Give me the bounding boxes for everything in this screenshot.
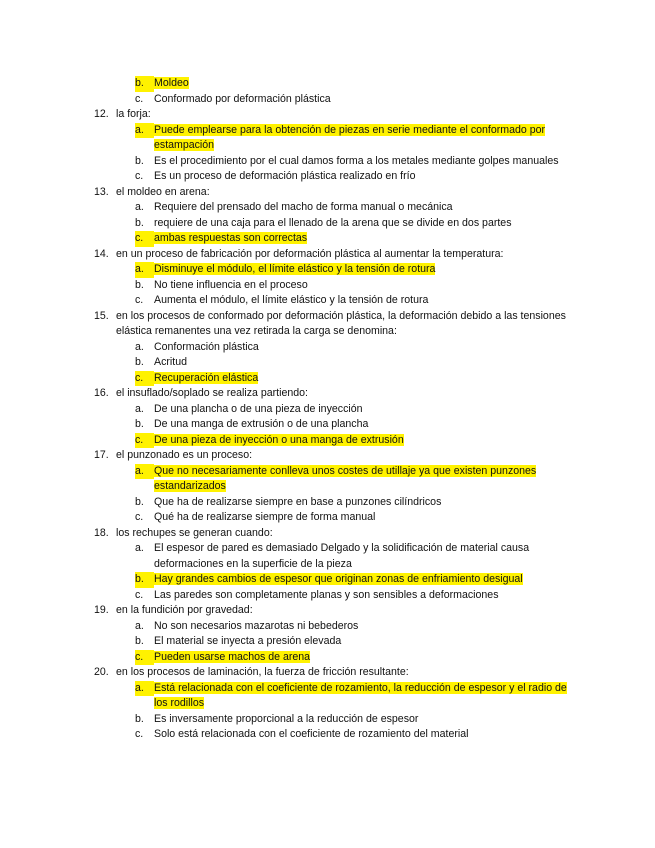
question-number: 16. [94, 387, 109, 399]
answer-option [94, 417, 594, 433]
option-letter: c. [135, 170, 144, 182]
option-text: Puede emplearse para la obtención de piezas en serie mediante el conformado por [154, 123, 546, 136]
question-text: el punzonado es un proceso: [116, 449, 253, 461]
question-line [94, 526, 594, 542]
answer-option-highlighted [94, 262, 594, 278]
answer-option [94, 200, 594, 216]
answer-option [94, 727, 594, 743]
answer-option [94, 340, 594, 356]
answer-option [94, 634, 594, 650]
question-number: 12. [94, 108, 109, 120]
answer-option-continuation [94, 557, 594, 573]
answer-option-highlighted [94, 433, 594, 449]
question-number: 19. [94, 604, 109, 616]
option-text: Recuperación elástica [154, 371, 259, 384]
option-text: No tiene influencia en el proceso [154, 278, 308, 291]
option-letter: c. [135, 371, 154, 387]
option-text: Aumenta el módulo, el límite elástico y la tensión de rotura [154, 294, 429, 306]
answer-option-highlighted [94, 681, 594, 697]
option-letter: c. [135, 588, 144, 601]
question-text: en los procesos de laminación, la fuerza de fricción resultante: [116, 666, 409, 678]
question-number: 18. [94, 526, 109, 539]
answer-option [94, 588, 594, 604]
option-text: El espesor de pared es demasiado Delgado y la solidificación de material causa [154, 542, 530, 554]
option-text: Requiere del prensado del macho de forma manual o mecánica [154, 201, 453, 213]
question-text: los rechupes se generan cuando: [116, 526, 273, 539]
question-text: la forja: [116, 108, 151, 120]
option-text: Disminuye el módulo, el límite elástico y la tensión de rotura [154, 263, 436, 275]
answer-option [94, 278, 594, 294]
option-letter: a. [135, 464, 154, 480]
option-text: Conformado por deformación plástica [154, 92, 331, 105]
option-letter: a. [135, 340, 144, 353]
option-letter: a. [135, 619, 144, 632]
option-text: Es un proceso de deformación plástica realizado en frío [154, 170, 416, 182]
option-letter: b. [135, 712, 144, 725]
option-letter: a. [135, 542, 144, 554]
option-letter: b. [135, 495, 144, 508]
option-text: El material se inyecta a presión elevada [154, 635, 342, 647]
option-letter: b. [135, 216, 144, 229]
question-line [94, 448, 594, 464]
question-text: el insuflado/soplado se realiza partiendo: [116, 387, 308, 399]
answer-option [94, 619, 594, 635]
option-text: Que no necesariamente conlleva unos costes de utillaje ya que existen punzones [154, 464, 537, 477]
answer-option-highlighted [94, 76, 594, 92]
option-letter: b. [135, 635, 144, 647]
answer-option-highlighted [94, 464, 594, 480]
answer-option [94, 510, 594, 526]
option-letter: c. [135, 294, 144, 306]
option-letter: c. [135, 728, 144, 740]
answer-option-highlighted [94, 231, 594, 247]
question-text: en un proceso de fabricación por deformación plástica al aumentar la temperatura: [116, 247, 504, 260]
option-letter: a. [135, 201, 144, 213]
answer-option [94, 293, 594, 309]
question-text: el moldeo en arena: [116, 185, 210, 198]
answer-option-highlighted [94, 371, 594, 387]
option-text: No son necesarios mazarotas ni bebederos [154, 619, 359, 632]
question-number: 20. [94, 666, 109, 678]
option-letter: c. [135, 650, 154, 666]
question-line [94, 107, 594, 123]
answer-option [94, 92, 594, 108]
option-text: De una pieza de inyección o una manga de extrusión [154, 433, 404, 446]
option-text: Pueden usarse machos de arena [154, 650, 311, 663]
question-line [94, 603, 594, 619]
option-letter: b. [135, 154, 144, 167]
answer-option-highlighted [94, 572, 594, 588]
answer-option [94, 541, 594, 557]
option-letter: b. [135, 278, 144, 291]
option-letter: a. [135, 402, 144, 415]
option-text: De una manga de extrusión o de una plancha [154, 418, 369, 430]
question-text: elástica remanentes una vez retirada la carga se denomina: [116, 325, 397, 337]
option-text: Solo está relacionada con el coeficiente de rozamiento del material [154, 728, 469, 740]
option-text: Las paredes son completamente planas y son sensibles a deformaciones [154, 588, 499, 601]
option-text: Es el procedimiento por el cual damos forma a los metales mediante golpes manuales [154, 154, 559, 167]
answer-option-continuation [94, 479, 594, 495]
option-text: deformaciones en la superficie de la pieza [154, 557, 352, 570]
answer-option [94, 355, 594, 371]
answer-option [94, 402, 594, 418]
answer-option-highlighted [94, 650, 594, 666]
option-text: Que ha de realizarse siempre en base a punzones cilíndricos [154, 495, 442, 508]
question-text-continuation [94, 324, 594, 340]
option-letter: a. [135, 123, 154, 139]
option-letter: b. [135, 418, 144, 430]
answer-option [94, 154, 594, 170]
option-text: requiere de una caja para el llenado de la arena que se divide en dos partes [154, 216, 512, 229]
option-letter: b. [135, 356, 144, 368]
option-letter: c. [135, 231, 154, 247]
answer-option-highlighted [94, 123, 594, 139]
question-number: 13. [94, 185, 109, 198]
question-line [94, 247, 594, 263]
answer-option-continuation [94, 696, 594, 712]
option-letter: b. [135, 572, 154, 588]
answer-option [94, 169, 594, 185]
option-text: ambas respuestas son correctas [154, 232, 308, 244]
option-letter: a. [135, 681, 154, 697]
answer-option [94, 712, 594, 728]
option-text: Acritud [154, 356, 187, 368]
question-text: en la fundición por gravedad: [116, 604, 253, 616]
question-list [94, 76, 594, 743]
option-text: Hay grandes cambios de espesor que originan zonas de enfriamiento desigual [154, 573, 523, 585]
option-letter: b. [135, 76, 154, 92]
question-text: en los procesos de conformado por deformación plástica, la deformación debido a las tensiones [116, 309, 566, 322]
option-text: De una plancha o de una pieza de inyección [154, 402, 363, 415]
option-text: Es inversamente proporcional a la reducción de espesor [154, 712, 419, 725]
option-text: Conformación plástica [154, 340, 259, 353]
option-text: Está relacionada con el coeficiente de rozamiento, la reducción de espesor y el radio de [154, 681, 567, 694]
option-text: estandarizados [154, 480, 226, 492]
option-text: estampación [154, 139, 215, 151]
option-text: Moldeo [154, 77, 189, 89]
option-letter: c. [135, 433, 154, 449]
option-letter: c. [135, 511, 144, 523]
question-line [94, 185, 594, 201]
answer-option [94, 216, 594, 232]
question-line [94, 386, 594, 402]
option-letter: a. [135, 262, 154, 278]
option-letter: c. [135, 92, 144, 105]
answer-option [94, 495, 594, 511]
option-text: Qué ha de realizarse siempre de forma manual [154, 511, 376, 523]
question-line [94, 309, 594, 325]
question-number: 15. [94, 309, 109, 322]
question-number: 14. [94, 247, 109, 260]
answer-option-continuation [94, 138, 594, 154]
option-text: los rodillos [154, 697, 205, 709]
question-number: 17. [94, 449, 109, 461]
question-line [94, 665, 594, 681]
